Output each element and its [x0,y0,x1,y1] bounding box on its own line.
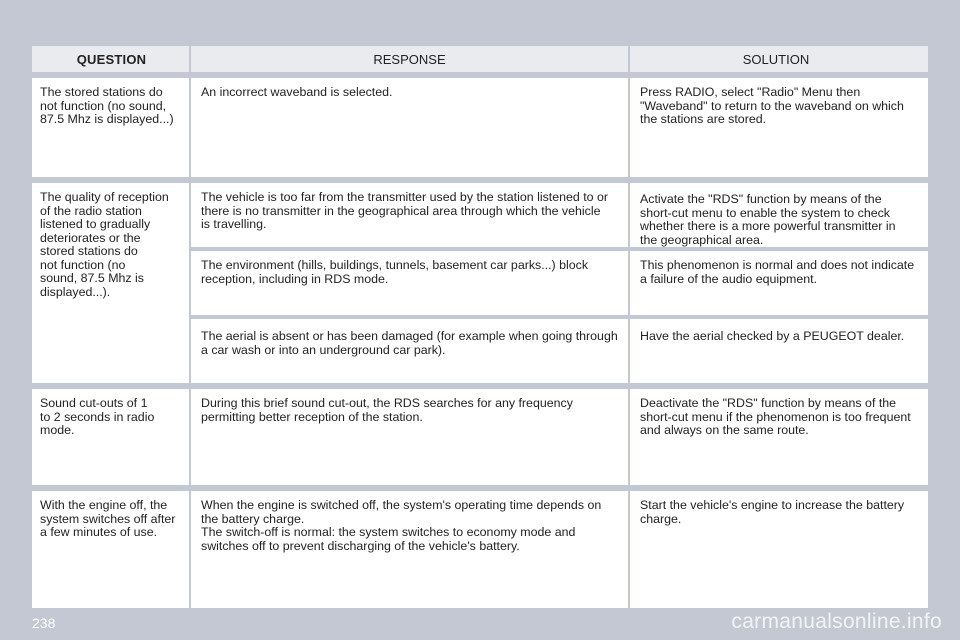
header-solution: SOLUTION [630,46,928,72]
response-cell-2c: The aerial is absent or has been damaged (for example when going through a car wash or into an underground car park). [191,319,628,383]
solution-cell-2b: This phenomenon is normal and does not indicate a failure of the audio equipment. [630,251,928,315]
solution-cell-1: Press RADIO, select "Radio" Menu then "Waveband" to return to the waveband on which the stations are stored. [630,78,928,177]
header-question: QUESTION [32,46,189,72]
response-cell-1: An incorrect waveband is selected. [191,78,628,177]
solution-cell-4: Start the vehicle's engine to increase the battery charge. [630,491,928,608]
response-cell-2a: The vehicle is too far from the transmitter used by the station listened to or there is no transmitter in the geographical area through which the vehicle is travelling. [191,183,628,247]
response-cell-4: When the engine is switched off, the system's operating time depends on the battery charge. The switch-off is normal: the system switches to economy mode and switches off to prevent discharging of the vehicle's battery. [191,491,628,608]
question-cell-2: The quality of reception of the radio station listened to gradually deteriorates or the stored stations do not function (no sound, 87.5 Mhz is displayed...). [32,183,189,383]
response-cell-3: During this brief sound cut-out, the RDS searches for any frequency permitting better reception of the station. [191,389,628,485]
watermark: carmanualsonline.info [731,610,942,633]
question-cell-4: With the engine off, the system switches off after a few minutes of use. [32,491,189,608]
question-cell-3: Sound cut-outs of 1 to 2 seconds in radio mode. [32,389,189,485]
solution-cell-2c: Have the aerial checked by a PEUGEOT dealer. [630,319,928,383]
solution-cell-2a: Activate the "RDS" function by means of the short-cut menu to enable the system to check whether there is a more powerful transmitter in the geographical area. [630,183,928,247]
response-cell-2b: The environment (hills, buildings, tunnels, basement car parks...) block reception, including in RDS mode. [191,251,628,315]
header-response: RESPONSE [191,46,628,72]
question-cell-1: The stored stations do not function (no sound, 87.5 Mhz is displayed...) [32,78,189,177]
solution-cell-3: Deactivate the "RDS" function by means of the short-cut menu if the phenomenon is too frequent and always on the same route. [630,389,928,485]
page-number: 238 [32,615,56,631]
